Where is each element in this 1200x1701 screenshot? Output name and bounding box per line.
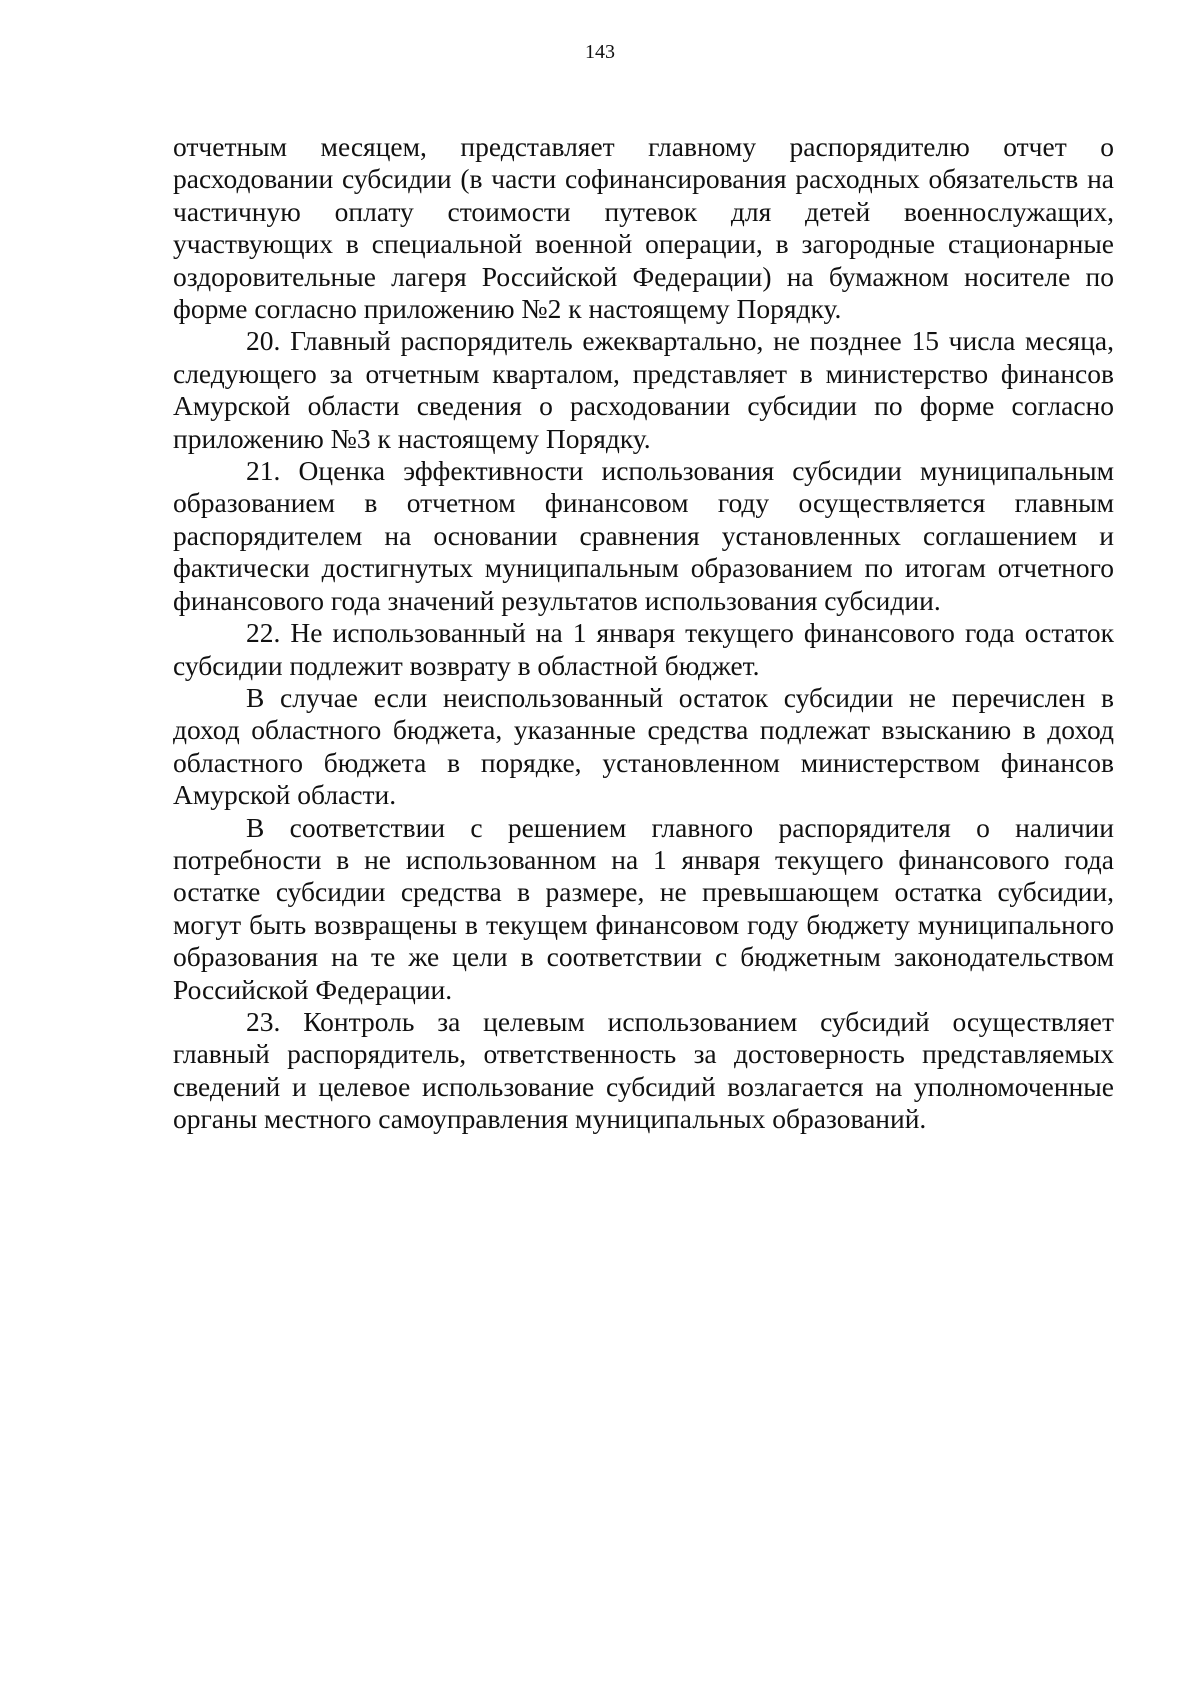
paragraph-item-22: 22. Не использованный на 1 января текущего финансового года остаток субсидии подлежит возврату в областной бюджет. bbox=[173, 617, 1114, 681]
paragraph-item-21: 21. Оценка эффективности использования субсидии муниципальным образованием в отчетном финансовом году осуществляется главным распорядителем на основании сравнения установленных соглашением и фактически достигнутых муниципальным образованием по итогам отчетного финансового года значений результатов использования субсидии. bbox=[173, 455, 1114, 616]
paragraph-unused-balance-recovery: В случае если неиспользованный остаток субсидии не перечислен в доход областного бюджета, указанные средства подлежат взысканию в доход областного бюджета в порядке, установленном министерством финансов Амурской области. bbox=[173, 681, 1114, 811]
page-number: 143 bbox=[585, 41, 615, 63]
paragraph-balance-return: В соответствии с решением главного распорядителя о наличии потребности в не использованном на 1 января текущего финансового года остатке субсидии средства в размере, не превышающем остатка субсидии, могут быть возвращены в текущем финансовом году бюджету муниципального образования на те же цели в соответствии с бюджетным законодательством Российской Федерации. bbox=[173, 811, 1114, 1005]
paragraph-item-20: 20. Главный распорядитель ежеквартально, не позднее 15 числа месяца, следующего за отчетным кварталом, представляет в министерство финансов Амурской области сведения о расходовании субсидии по форме согласно приложению №3 к настоящему Порядку. bbox=[173, 325, 1114, 454]
paragraph-continuation: отчетным месяцем, представляет главному распорядителю отчет о расходовании субсидии (в части софинансирования расходных обязательств на частичную оплату стоимости путевок для детей военнослужащих, участвующих в специальной военной операции, в загородные стационарные оздоровительные лагеря Российской Федерации) на бумажном носителе по форме согласно приложению №2 к настоящему Порядку. bbox=[173, 131, 1114, 325]
document-body bbox=[173, 131, 1114, 1136]
paragraph-item-23: 23. Контроль за целевым использованием субсидий осуществляет главный распорядитель, ответственность за достоверность представляемых сведений и целевое использование субсидий возлагается на уполномоченные органы местного самоуправления муниципальных образований. bbox=[173, 1005, 1114, 1135]
